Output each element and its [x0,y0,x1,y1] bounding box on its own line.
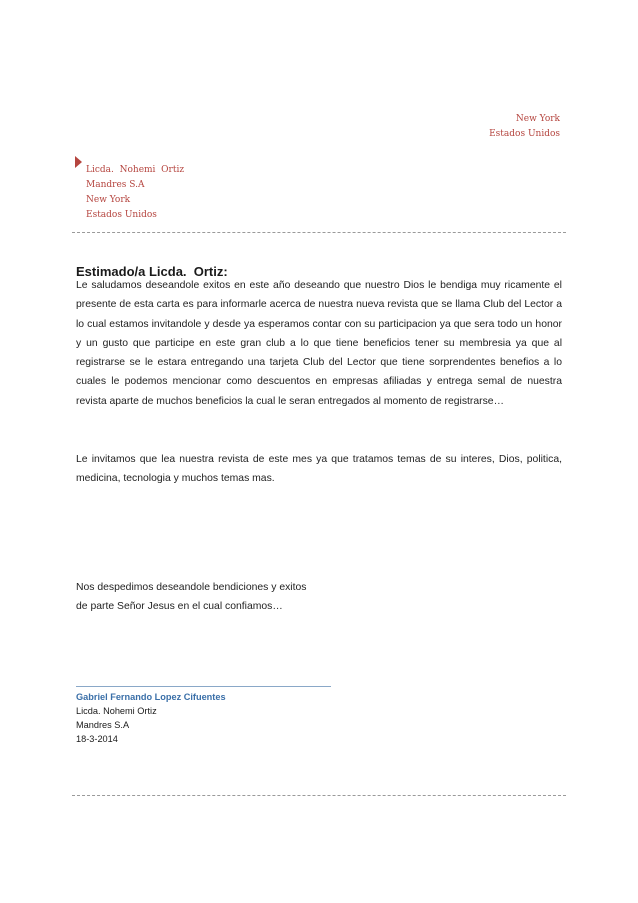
recipient-name: Licda. Nohemi Ortiz [86,165,185,175]
signature-line [76,686,331,687]
signature-name: Gabriel Fernando Lopez Cifuentes [76,692,226,702]
signature-company: Mandres S.A [76,720,130,730]
sender-address [489,112,560,142]
letter-paragraph-2: Le invitamos que lea nuestra revista de este mes ya que tratamos temas de su interes, Dios, politica, medicina, tecnologia y muchos temas mas. [76,454,562,485]
closing-line-1: Nos despedimos deseandole bendiciones y exitos [76,582,307,593]
recipient-country: Estados Unidos [86,210,157,220]
letter-salutation: Estimado/a Licda. Ortiz: [76,264,228,279]
recipient-marker-icon [75,156,82,168]
letter-paragraph-1: Le saludamos deseandole exitos en este año deseando que nuestro Dios le bendiga muy ricamente el presente de esta carta es para informarle acerca de nuestra nueva revista que se llama Club del Lector a lo cual estamos invitandole y desde ya esperamos contar con su participacion ya que sera todo un honor y un gusto que participe en este gran club a lo que tiene beneficios tener su membresia ya que al registrarse se le estara entregando una tarjeta Club del Lector que tiene sorprendentes benefios a lo cuales le podemos mencionar como descuentos en empresas afiliadas y entrega semal de nuestra revista aparte de muchos beneficios la cual le seran entregados al momento de registrarse… [76,280,562,407]
sender-country: Estados Unidos [489,129,560,139]
footer-divider [72,795,566,796]
signature-date: 18-3-2014 [76,734,118,744]
recipient-company: Mandres S.A [86,180,145,190]
signature-block [76,690,226,746]
header-divider [72,232,566,233]
recipient-address [86,163,184,223]
recipient-city: New York [86,195,131,205]
signature-title: Licda. Nohemi Ortiz [76,706,157,716]
letter-closing [76,578,306,617]
closing-line-2: de parte Señor Jesus en el cual confiamos… [76,601,283,613]
sender-city: New York [515,114,560,124]
